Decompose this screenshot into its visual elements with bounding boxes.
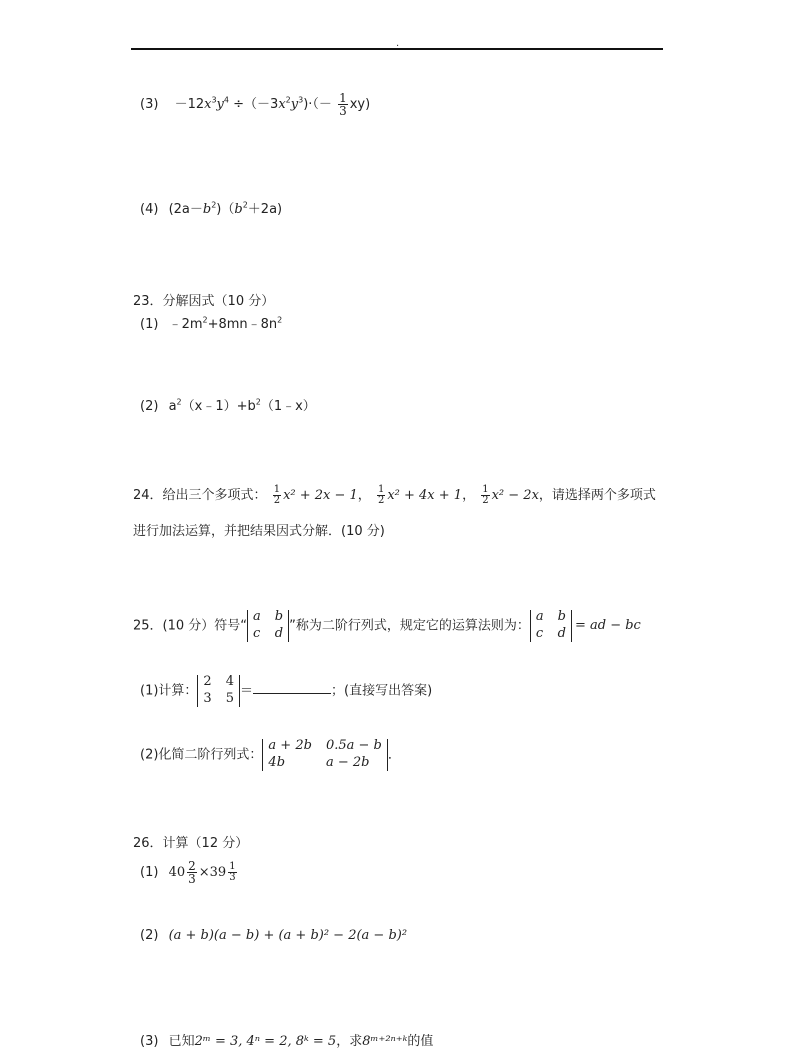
determinant: a b c d <box>247 610 289 642</box>
p22-q3: $(3) -12x^3y^4 \div(-3x^2y^3)\cdot(-$ $\frac{1}{3}$ xy) <box>140 91 371 118</box>
header-rule <box>131 48 663 50</box>
p25-line1: 25．(10 分）符号“ a b c d ”称为二阶行列式，规定它的运算法则为： a b c d = ad − bc <box>133 609 641 641</box>
p23-title: 23．分解因式（10 分） <box>133 294 275 309</box>
p25-q1: (1)计算： 2 4 3 5 ＝ ；(直接写出答案) <box>140 674 433 706</box>
p25-q2: (2)化简二阶行列式： a + 2b 0.5a − b 4b a − 2b ． <box>140 738 401 770</box>
fraction: $\frac{1}{2}$ <box>273 484 281 506</box>
p26-q3: (3) 已知2ᵐ = 3, 4ⁿ = 2, 8ᵏ = 5，求8ᵐ⁺²ⁿ⁺ᵏ的值 <box>140 1034 434 1049</box>
p22-q3-label: (3) <box>140 97 159 112</box>
p26-title: 26．计算（12 分） <box>133 836 249 851</box>
p26-q1: (1) 40 $\frac{2}{3}$ ×39 $\frac{1}{3}$ <box>140 859 236 886</box>
p24-line2: 进行加法运算，并把结果因式分解．(10 分) <box>133 524 385 539</box>
determinant: 2 4 3 5 <box>197 675 240 707</box>
p23-q2: (2) $a^2(x﹣1)+b^2(1﹣x)$ <box>140 397 316 414</box>
fraction: $\frac{1}{2}$ <box>482 484 489 506</box>
p26-q2: (2) (a + b)(a − b) + (a + b)² − 2(a − b)² <box>140 928 408 943</box>
determinant: a b c d <box>530 610 572 642</box>
fraction: $\frac{2}{3}$ <box>188 859 196 886</box>
answer-blank[interactable] <box>253 681 331 694</box>
header-dot: . <box>396 38 400 49</box>
fraction: $\frac{1}{2}$ <box>377 484 385 506</box>
fraction: $\frac{1}{3}$ <box>339 91 347 118</box>
p24-line1: 24．给出三个多项式： $\frac{1}{2}$ x² + 2x − 1， $\frac{1}{2}$ x² + 4x + 1， $\frac{1}{2}$ x² − 2x，请选择两个多项式 <box>133 484 656 506</box>
p22-q4: (4) $(2a-b^2)(b^2+2a)$ <box>140 200 283 217</box>
determinant: a + 2b 0.5a − b 4b a − 2b <box>262 739 387 771</box>
p23-q1: (1) $﹣2m^2+8mn﹣8n^2$ <box>140 315 283 332</box>
fraction: $\frac{1}{3}$ <box>229 861 236 883</box>
